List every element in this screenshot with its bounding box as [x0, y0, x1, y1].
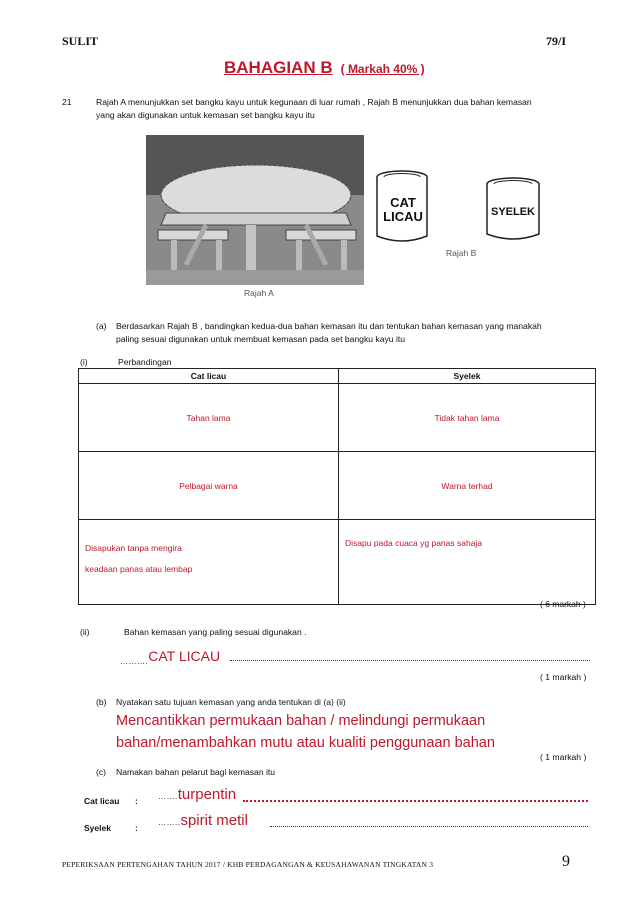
part-a-label: (a) [96, 321, 107, 331]
header-right: 79/I [546, 34, 567, 48]
part-c-label: (c) [96, 767, 107, 777]
table-cell: Pelbagai warna [79, 452, 339, 520]
row3-col1-line1: Disapukan tanpa mengira [85, 543, 182, 553]
part-b-answer-line2: bahan/menambahkan mutu atau kualiti penggunaan bahan [116, 735, 495, 751]
row3-col1-line2: keadaan panas atau lembap [85, 564, 193, 574]
part-b-label: (b) [96, 697, 107, 707]
section-title-text: BAHAGIAN B [224, 58, 333, 77]
answer-ii-line [120, 648, 590, 666]
table-cell: Tahan lama [79, 384, 339, 452]
answer-ii-text: CAT LICAU [148, 648, 221, 664]
question-text-line2: yang akan digunakan untuk kemasan set bangku kayu itu [96, 110, 315, 120]
section-marks: ( Markah 40% ) [340, 62, 425, 76]
footer-text: PEPERIKSAAN PERTENGAHAN TAHUN 2017 / KHB PERDAGANGAN & KEUSAHAWANAN TINGKATAN 3 [62, 860, 434, 869]
part-c-row1-answer-line [158, 786, 588, 806]
part-c-row2-answer: spirit metil [180, 812, 248, 829]
sub-i-title: Perbandingan [118, 357, 172, 367]
part-c-row2-prefix: …….. [158, 818, 181, 827]
table-cell [79, 520, 339, 605]
rajah-a-picnic-table-image [146, 135, 364, 285]
table-row [79, 384, 596, 452]
syelek-can-label: SYELEK [490, 206, 535, 218]
cat-licau-can-label [383, 196, 423, 224]
part-b-answer [116, 710, 495, 754]
table-header-row [79, 369, 596, 384]
sub-ii-text: Bahan kemasan yang paling sesuai digunakan . [124, 627, 307, 637]
can1-label-line1: CAT [390, 195, 416, 210]
question-text [96, 96, 616, 122]
sub-ii-label: (ii) [80, 627, 90, 637]
question-number: 21 [62, 97, 72, 107]
table-cell: Warna terhad [339, 452, 596, 520]
page-number: 9 [562, 853, 570, 870]
table-cell: Disapu pada cuaca yg panas sahaja [339, 520, 596, 605]
part-c-row1-answer: turpentin [177, 786, 237, 803]
part-c-row1-prefix: ……. [158, 792, 178, 801]
col-header-cat-licau: Cat licau [79, 369, 339, 384]
part-a-text-line2: paling sesuai digunakan untuk membuat kemasan pada set bangku kayu itu [116, 334, 406, 344]
marks-b: ( 1 markah ) [540, 752, 587, 762]
rajah-b-caption: Rajah B [446, 248, 477, 258]
section-title [224, 58, 425, 78]
part-b-text: Nyatakan satu tujuan kemasan yang anda tentukan di (a) (ii) [116, 697, 346, 707]
part-a-text [116, 320, 616, 346]
part-b-answer-line1: Mencantikkan permukaan bahan / melindungi permukaan [116, 713, 486, 729]
part-a-text-line1: Berdasarkan Rajah B , bandingkan kedua-dua bahan kemasan itu dan tentukan bahan kemasan yang manakah [116, 321, 542, 331]
part-c-row1-colon: : [135, 796, 138, 806]
marks-ii: ( 1 markah ) [540, 672, 587, 682]
table-cell: Tidak tahan lama [339, 384, 596, 452]
table-row [79, 452, 596, 520]
part-c-row2-label: Syelek [84, 823, 111, 833]
header-left: SULIT [62, 34, 99, 48]
marks-i: ( 6 markah ) [540, 599, 586, 609]
can1-label-line2: LICAU [383, 209, 423, 224]
table-row [79, 520, 596, 605]
part-c-text: Namakan bahan pelarut bagi kemasan itu [116, 767, 276, 777]
col-header-syelek: Syelek [339, 369, 596, 384]
part-c-row2-answer-line [158, 812, 588, 832]
part-c-row1-label: Cat licau [84, 796, 120, 806]
question-text-line1: Rajah A menunjukkan set bangku kayu untuk kegunaan di luar rumah , Rajah B menunjukkan dua bahan kemasan [96, 97, 532, 107]
rajah-a-caption: Rajah A [244, 288, 274, 298]
comparison-table [78, 368, 596, 605]
answer-ii-prefix: ………. [120, 657, 149, 666]
part-c-row2-colon: : [135, 823, 138, 833]
sub-i-label: (i) [80, 357, 88, 367]
